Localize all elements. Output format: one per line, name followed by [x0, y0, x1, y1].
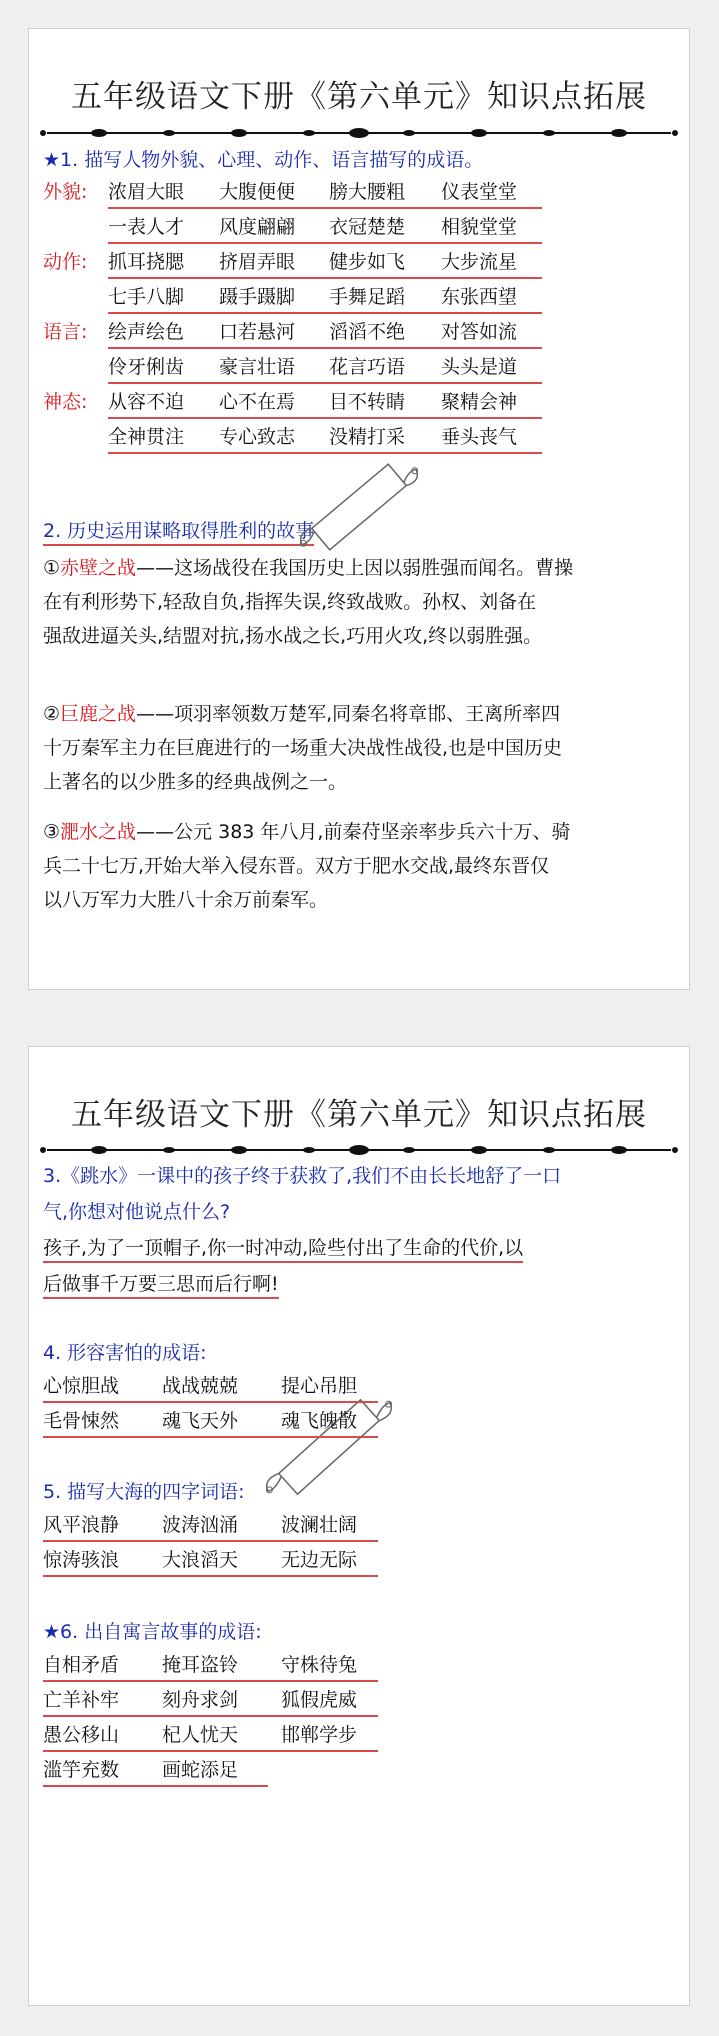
idiom-word: 毛骨悚然 — [43, 1410, 120, 1432]
idiom-word: 目不转睛 — [329, 391, 406, 413]
idiom-word: 挤眉弄眼 — [219, 251, 296, 273]
idiom-word: 自相矛盾 — [43, 1654, 120, 1676]
ornamental-divider — [39, 1143, 679, 1157]
idiom-row — [108, 424, 542, 454]
idiom-word: 提心吊胆 — [281, 1375, 358, 1397]
battle-name: 巨鹿之战 — [60, 703, 137, 725]
idiom-word: 蹑手蹑脚 — [219, 286, 296, 308]
section-6-heading: ★6. 出自寓言故事的成语: — [43, 1621, 262, 1643]
idiom-word: 花言巧语 — [329, 356, 406, 378]
idiom-row — [108, 284, 542, 314]
idiom-word: 衣冠楚楚 — [329, 216, 406, 238]
section-4-heading: 4. 形容害怕的成语: — [43, 1342, 207, 1364]
battle-text-line: 这场战役在我国历史上因以弱胜强而闻名。曹操 — [174, 557, 574, 579]
idiom-word: 战战兢兢 — [162, 1375, 239, 1397]
idiom-word: 愚公移山 — [43, 1724, 120, 1746]
section-3-heading-line-1: 3.《跳水》一课中的孩子终于获救了,我们不由长长地舒了一口 — [43, 1165, 562, 1187]
category-label: 动作: — [43, 251, 88, 273]
idiom-word: 魂飞天外 — [162, 1410, 239, 1432]
idiom-word: 大浪滔天 — [162, 1549, 239, 1571]
battle-text-line: 上著名的以少胜多的经典战例之一。 — [43, 771, 348, 793]
battle-text-line: 公元 383 年八月,前秦苻坚亲率步兵六十万、骑 — [174, 821, 571, 843]
fable-idiom-row — [43, 1687, 378, 1717]
category-label: 语言: — [43, 321, 88, 343]
idiom-word: 口若悬河 — [219, 321, 296, 343]
idiom-word: 守株待兔 — [281, 1654, 358, 1676]
battle-text-line: 十万秦军主力在巨鹿进行的一场重大决战性战役,也是中国历史 — [43, 737, 563, 759]
idiom-word: 心不在焉 — [219, 391, 296, 413]
battle-text-line: 强敌进逼关头,结盟对抗,扬水战之长,巧用火攻,终以弱胜强。 — [43, 625, 543, 647]
idiom-word: 画蛇添足 — [162, 1759, 239, 1781]
battle-text-line: 兵二十七万,开始大举入侵东晋。双方于肥水交战,最终东晋仅 — [43, 855, 550, 877]
idiom-word: 伶牙俐齿 — [108, 356, 185, 378]
page-title: 五年级语文下册《第六单元》知识点拓展 — [71, 79, 647, 115]
idiom-word: 心惊胆战 — [43, 1375, 120, 1397]
idiom-row — [108, 179, 542, 209]
idiom-word: 掩耳盗铃 — [162, 1654, 239, 1676]
idiom-word: 大步流星 — [441, 251, 518, 273]
idiom-word: 膀大腰粗 — [329, 181, 406, 203]
idiom-word: 聚精会神 — [441, 391, 518, 413]
section-3-heading-line-2: 气,你想对他说点什么? — [43, 1201, 231, 1223]
idiom-word: 邯郸学步 — [281, 1724, 358, 1746]
idiom-word: 波澜壮阔 — [281, 1514, 358, 1536]
idiom-word: 对答如流 — [441, 321, 518, 343]
section-3-answer-line-2: 后做事千万要三思而后行啊! — [43, 1271, 279, 1299]
battle-number: ② — [43, 703, 61, 725]
idiom-word: 头头是道 — [441, 356, 518, 378]
idiom-row — [108, 319, 542, 349]
idiom-word: 亡羊补牢 — [43, 1689, 120, 1711]
idiom-word: 健步如飞 — [329, 251, 406, 273]
battle-text-line: 在有利形势下,轻敌自负,指挥失误,终致战败。孙权、刘备在 — [43, 591, 537, 613]
idiom-word: 垂头丧气 — [441, 426, 518, 448]
idiom-row — [108, 354, 542, 384]
idiom-word: 大腹便便 — [219, 181, 296, 203]
idiom-word: 风度翩翩 — [219, 216, 296, 238]
section-3-answer-line-1: 孩子,为了一顶帽子,你一时冲动,险些付出了生命的代价,以 — [43, 1235, 523, 1263]
ornamental-divider — [39, 126, 679, 140]
idiom-word: 没精打采 — [329, 426, 406, 448]
section-5-heading: 5. 描写大海的四字词语: — [43, 1481, 245, 1503]
fear-idiom-row — [43, 1408, 378, 1438]
idiom-row — [108, 214, 542, 244]
idiom-word: 浓眉大眼 — [108, 181, 185, 203]
knowledge-card-page-2 — [28, 1046, 690, 2006]
battle-paragraph — [43, 697, 562, 799]
battle-number: ③ — [43, 821, 61, 843]
idiom-word: 豪言壮语 — [219, 356, 296, 378]
battle-paragraph — [43, 551, 573, 653]
battle-text-line: 以八万军力大胜八十余万前秦军。 — [43, 889, 329, 911]
battle-dash: —— — [136, 557, 175, 579]
battle-dash: —— — [136, 703, 175, 725]
sea-word-row — [43, 1512, 378, 1542]
battle-paragraph — [43, 815, 570, 917]
fable-idiom-row — [43, 1652, 378, 1682]
idiom-word: 仪表堂堂 — [441, 181, 518, 203]
idiom-word: 无边无际 — [281, 1549, 358, 1571]
idiom-word: 刻舟求剑 — [162, 1689, 239, 1711]
idiom-word: 一表人才 — [108, 216, 185, 238]
page-title: 五年级语文下册《第六单元》知识点拓展 — [71, 1097, 647, 1133]
idiom-word: 风平浪静 — [43, 1514, 120, 1536]
idiom-word: 狐假虎威 — [281, 1689, 358, 1711]
category-label: 外貌: — [43, 181, 88, 203]
idiom-word: 东张西望 — [441, 286, 518, 308]
idiom-word: 绘声绘色 — [108, 321, 185, 343]
battle-number: ① — [43, 557, 61, 579]
idiom-word: 七手八脚 — [108, 286, 185, 308]
battle-name: 淝水之战 — [60, 821, 137, 843]
battle-name: 赤壁之战 — [60, 557, 137, 579]
idiom-row — [108, 249, 542, 279]
fable-idiom-row — [43, 1722, 378, 1752]
idiom-word: 滥竽充数 — [43, 1759, 120, 1781]
idiom-word: 手舞足蹈 — [329, 286, 406, 308]
idiom-word: 魂飞魄散 — [281, 1410, 358, 1432]
idiom-word: 波涛汹涌 — [162, 1514, 239, 1536]
fear-idiom-row — [43, 1373, 378, 1403]
idiom-word: 惊涛骇浪 — [43, 1549, 120, 1571]
idiom-word: 相貌堂堂 — [441, 216, 518, 238]
idiom-word: 专心致志 — [219, 426, 296, 448]
idiom-row — [108, 389, 542, 419]
sea-word-row — [43, 1547, 378, 1577]
idiom-word: 全神贯注 — [108, 426, 185, 448]
section-1-heading: ★1. 描写人物外貌、心理、动作、语言描写的成语。 — [43, 149, 484, 171]
fable-idiom-row — [43, 1757, 268, 1787]
category-label: 神态: — [43, 391, 88, 413]
idiom-word: 从容不迫 — [108, 391, 185, 413]
battle-text-line: 项羽率领数万楚军,同秦名将章邯、王离所率四 — [174, 703, 561, 725]
section-2-heading: 2. 历史运用谋略取得胜利的故事 — [43, 518, 314, 546]
battle-dash: —— — [136, 821, 175, 843]
idiom-word: 滔滔不绝 — [329, 321, 406, 343]
knowledge-card-page-1 — [28, 28, 690, 990]
idiom-word: 杞人忧天 — [162, 1724, 239, 1746]
idiom-word: 抓耳挠腮 — [108, 251, 185, 273]
